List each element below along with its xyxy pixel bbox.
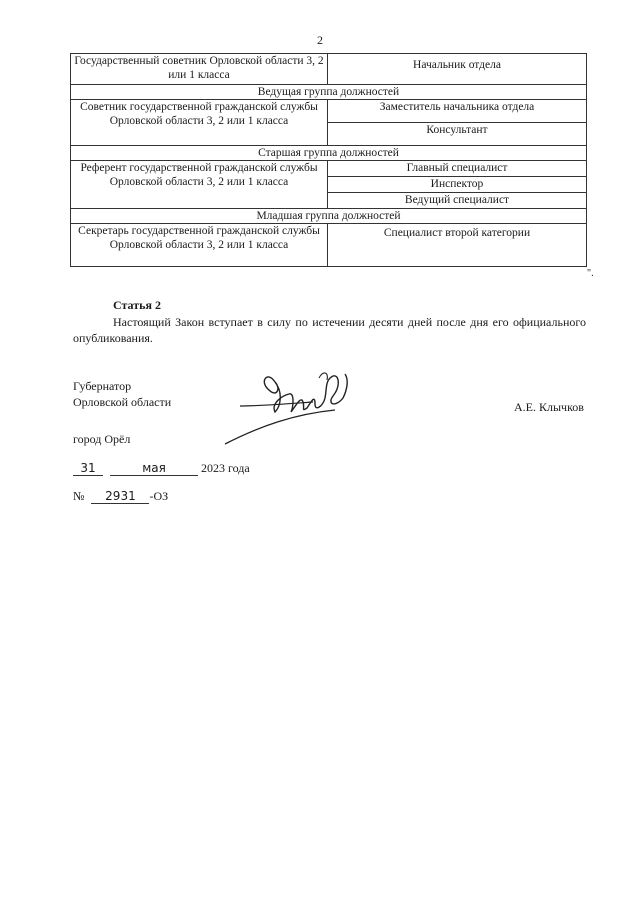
table-row bbox=[71, 161, 587, 177]
group-header-row bbox=[71, 146, 587, 161]
governor-title-line2: Орловской области bbox=[73, 395, 172, 409]
table-cell: Инспектор bbox=[328, 177, 587, 193]
group-header: Ведущая группа должностей bbox=[71, 85, 587, 100]
date-day: 31 bbox=[73, 461, 103, 476]
table-end-mark: ". bbox=[587, 268, 594, 279]
table-cell: Консультант bbox=[328, 123, 587, 146]
city: город Орёл bbox=[73, 432, 131, 446]
group-header: Старшая группа должностей bbox=[71, 146, 587, 161]
table-row bbox=[71, 224, 587, 267]
page-number: 2 bbox=[317, 33, 323, 47]
governor-name: А.Е. Клычков bbox=[514, 400, 584, 414]
group-header-row bbox=[71, 85, 587, 100]
table-cell: Государственный советник Орловской области 3, 2 или 1 класса bbox=[71, 54, 328, 85]
governor-title-line1: Губернатор bbox=[73, 379, 132, 393]
signing-date bbox=[73, 461, 250, 476]
table-cell: Заместитель начальника отдела bbox=[328, 100, 587, 123]
positions-table bbox=[70, 53, 587, 267]
signature-image bbox=[215, 368, 365, 448]
governor-title bbox=[73, 378, 171, 410]
group-header: Младшая группа должностей bbox=[71, 209, 587, 224]
group-header-row bbox=[71, 209, 587, 224]
table-cell: Секретарь государственной гражданской службы Орловской области 3, 2 или 1 класса bbox=[71, 224, 328, 267]
table-cell: Референт государственной гражданской службы Орловской области 3, 2 или 1 класса bbox=[71, 161, 328, 209]
table-cell: Начальник отдела bbox=[328, 54, 587, 85]
table-row bbox=[71, 54, 587, 85]
date-month: мая bbox=[110, 461, 198, 476]
table-row bbox=[71, 100, 587, 123]
table-cell: Главный специалист bbox=[328, 161, 587, 177]
table-cell: Специалист второй категории bbox=[328, 224, 587, 267]
number-value: 2931 bbox=[91, 489, 149, 504]
table-cell: Советник государственной гражданской службы Орловской области 3, 2 или 1 класса bbox=[71, 100, 328, 146]
article-title: Статья 2 bbox=[113, 298, 161, 312]
number-suffix: -ОЗ bbox=[149, 489, 169, 503]
law-number bbox=[73, 489, 168, 504]
table-cell: Ведущий специалист bbox=[328, 193, 587, 209]
number-prefix: № bbox=[73, 489, 85, 503]
date-year: 2023 года bbox=[201, 461, 250, 475]
article-text: Настоящий Закон вступает в силу по истечении десяти дней после дня его официального опубликования. bbox=[73, 315, 586, 345]
